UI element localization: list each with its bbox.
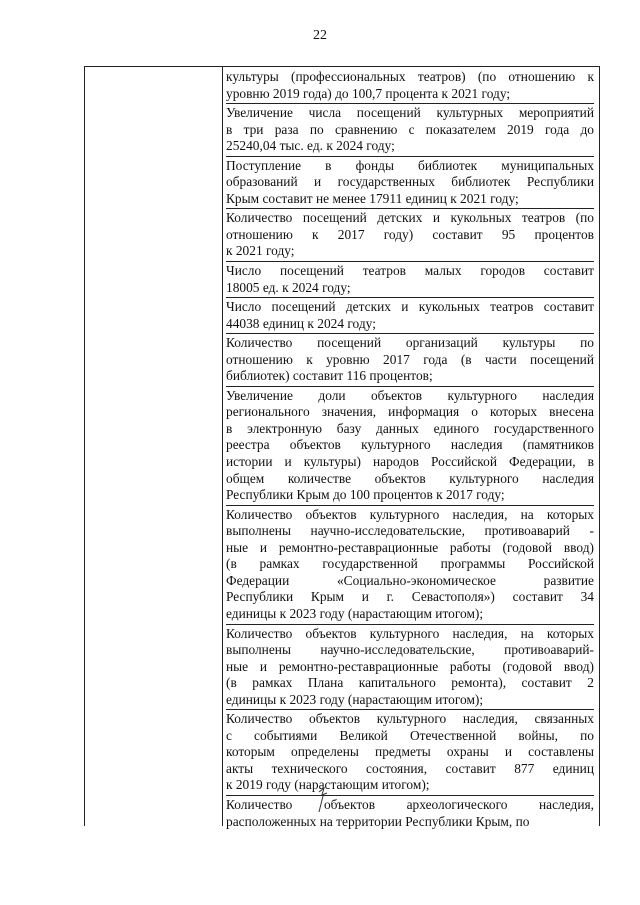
text-line: Количество объектов культурного наследия, на которых	[226, 506, 594, 522]
text-line: единицы к 2023 году (нарастающим итогом);	[226, 691, 484, 707]
indicators-table	[84, 66, 600, 829]
text-line: 44038 единиц к 2024 году;	[226, 315, 376, 331]
indicator-paragraph	[226, 158, 594, 210]
text-line: отношению к 2017 году) составит 95 процентов	[226, 226, 594, 242]
text-line: которым определены предметы охраны и составлены	[226, 744, 594, 760]
text-line: 18005 ед. к 2024 году;	[226, 279, 351, 295]
text-line: Республики Крым до 100 процентов к 2017 году;	[226, 487, 505, 503]
text-line: Количество посещений детских и кукольных театров (по	[226, 210, 594, 226]
text-line: реестра объектов культурного наследия (памятников	[226, 437, 594, 453]
text-line: (в рамках Плана капитального ремонта), составит 2	[226, 675, 594, 691]
text-line: регионального значения, информация о которых внесена	[226, 404, 594, 420]
text-line: Поступление в фонды библиотек муниципальных	[226, 157, 594, 173]
text-line: единицы к 2023 году (нарастающим итогом);	[226, 605, 484, 621]
indicator-paragraph	[226, 263, 594, 298]
indicator-paragraph	[226, 299, 594, 334]
indicator-paragraph	[226, 69, 594, 104]
text-line: Федерации «Социально-экономическое развитие	[226, 572, 594, 588]
text-line: образований и государственных библиотек Республики	[226, 174, 594, 190]
text-line: в электронную базу данных единого государственного	[226, 420, 594, 436]
text-line: Число посещений детских и кукольных театров составит	[226, 299, 594, 315]
indicator-paragraph	[226, 388, 594, 506]
text-line: Республики Крым и г. Севастополя») составит 34	[226, 589, 594, 605]
text-line: выполнены научно-исследовательские, противоаварий-	[226, 642, 594, 658]
text-line: акты технического состояния, составит 877 единиц	[226, 760, 594, 776]
indicator-paragraph	[226, 105, 594, 157]
indicator-paragraph	[226, 507, 594, 625]
handwritten-mark	[313, 786, 333, 816]
text-line: Крым составит не менее 17911 единиц к 2021 году;	[226, 190, 519, 206]
text-line: к 2021 году;	[226, 243, 295, 259]
text-line: отношению к уровню 2017 года (в части посещений	[226, 351, 594, 367]
text-line: в три раза по сравнению с показателем 2019 года до	[226, 121, 594, 137]
text-line: ные и ремонтно-реставрационные работы (годовой ввод)	[226, 539, 594, 555]
text-line: выполнены научно-исследовательские, противоаварий -	[226, 523, 594, 539]
indicator-paragraph	[226, 210, 594, 262]
text-line: Количество объектов культурного наследия, связанных	[226, 711, 594, 727]
text-line: библиотек) составит 116 процентов;	[226, 368, 433, 384]
text-line: Количество посещений организаций культуры по	[226, 335, 594, 351]
text-line: культуры (профессиональных театров) (по отношению к	[226, 69, 594, 84]
text-line: Увеличение числа посещений культурных мероприятий	[226, 105, 594, 121]
text-line: с событиями Великой Отечественной войны, по	[226, 727, 594, 743]
text-line: истории и культуры) народов Российской Федерации, в	[226, 454, 594, 470]
text-line: (в рамках государственной программы Российской	[226, 556, 594, 572]
text-line: ные и ремонтно-реставрационные работы (годовой ввод)	[226, 658, 594, 674]
text-line: Число посещений театров малых городов составит	[226, 263, 594, 279]
table-left-column	[85, 67, 223, 826]
text-line: к 2019 году (нарастающим итогом);	[226, 777, 430, 793]
text-line: Количество объектов культурного наследия, на которых	[226, 625, 594, 641]
indicator-paragraph	[226, 626, 594, 711]
text-line: Количество объектов археологического наследия,	[226, 796, 594, 812]
text-line: Увеличение доли объектов культурного наследия	[226, 387, 594, 403]
text-line: расположенных на территории Республики Крым, по	[226, 813, 530, 829]
indicator-paragraph	[226, 335, 594, 387]
indicator-paragraph	[226, 797, 594, 831]
text-line: уровню 2019 года) до 100,7 процента к 2021 году;	[226, 85, 511, 101]
text-line: 25240,04 тыс. ед. к 2024 году;	[226, 138, 395, 154]
indicator-paragraph	[226, 711, 594, 796]
table-right-column	[226, 69, 594, 832]
page-number: 22	[313, 28, 327, 43]
text-line: общем количестве объектов культурного наследия	[226, 470, 594, 486]
